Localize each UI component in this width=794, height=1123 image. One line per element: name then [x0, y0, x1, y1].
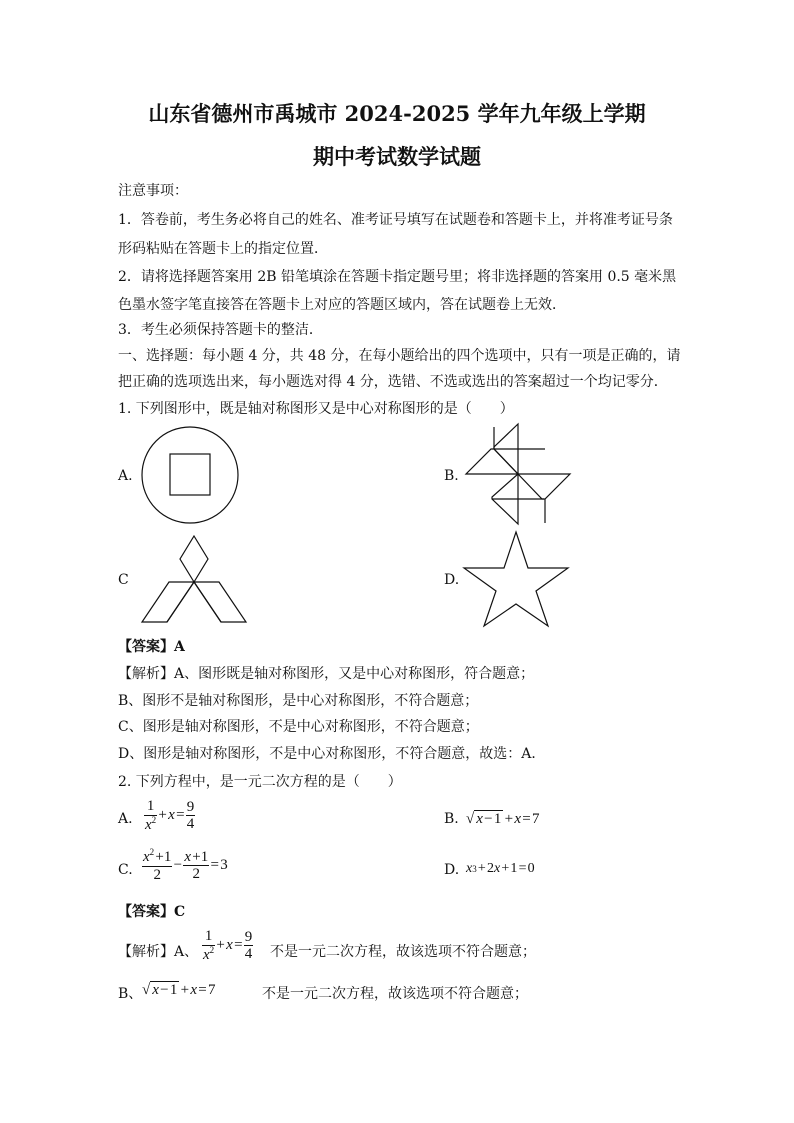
page-title-line2: 期中考试数学试题	[313, 144, 481, 169]
notice-item1-line2: 形码粘贴在答题卡上的指定位置．	[118, 241, 328, 257]
page-title-line1: 山东省德州市禹城市 2024-2025 学年九年级上学期	[148, 101, 646, 126]
q1-analysis-line1: 【解析】A、图形既是轴对称图形，又是中心对称图形，符合题意；	[118, 666, 535, 682]
q2-analysis-a-equation: $\frac{1}{x^2}$ + x = $\frac{9}{4}$	[203, 928, 253, 963]
q2-option-d-equation: x 3 + 2 x + 1 = 0	[466, 861, 535, 876]
q2-option-d-label: D.	[444, 862, 460, 878]
q1-option-b-figure	[466, 424, 570, 526]
notice-item2-line1: 2．请将选择题答案用 2B 铅笔填涂在答题卡指定题号里；将非选择题的答案用 0.5 毫米黑	[118, 269, 677, 285]
q2-option-c-equation: $\frac{x^2 +1}{2}$ − $\frac{x +1}{2}$ = 3	[143, 847, 228, 883]
q2-option-b-equation: √ x − 1 + x = 7	[466, 810, 540, 827]
q1-option-b-label: B.	[444, 468, 459, 484]
q2-analysis-a-tail: 不是一元二次方程，故该选项不符合题意；	[270, 944, 536, 960]
q1-option-a-figure	[140, 426, 240, 524]
q2-option-a-label: A.	[118, 811, 133, 827]
q1-analysis-line2: B、图形不是轴对称图形，是中心对称图形，不符合题意；	[118, 693, 479, 709]
section1-line2: 把正确的选项选出来，每小题选对得 4 分，选错、不选或选出的答案超过一个均记零分．	[118, 374, 668, 390]
q1-answer: 【答案】A	[118, 639, 185, 655]
q1-option-d-label: D.	[444, 572, 460, 588]
q1-option-d-figure	[464, 532, 568, 626]
notice-item2-line2: 色墨水签字笔直接答在答题卡上对应的答题区域内，答在试题卷上无效．	[118, 297, 566, 313]
q1-option-c-label: C	[118, 572, 129, 588]
q1-analysis-line4: D、图形是轴对称图形，不是中心对称图形，不符合题意，故选：A．	[118, 746, 546, 762]
q1-option-c-figure	[142, 534, 248, 626]
notice-item1-line1: 1．答卷前，考生务必将自己的姓名、准考证号填写在试题卷和答题卡上，并将准考证号条	[118, 212, 673, 228]
q2-analysis-prefix: 【解析】A、	[118, 944, 199, 960]
notice-item3: 3．考生必须保持答题卡的整洁．	[118, 322, 323, 338]
q2-stem: 2. 下列方程中，是一元二次方程的是（ ）	[118, 774, 402, 790]
q2-option-c-label: C.	[118, 862, 133, 878]
q1-stem: 1. 下列图形中，既是轴对称图形又是中心对称图形的是（ ）	[118, 401, 514, 417]
q2-analysis-b-tail: 不是一元二次方程，故该选项不符合题意；	[262, 986, 528, 1002]
q2-option-a-equation: $\frac{1}{x^2}$ + x = $\frac{9}{4}$	[145, 798, 195, 833]
q2-option-b-label: B.	[444, 811, 459, 827]
q1-analysis-line3: C、图形是轴对称图形，不是中心对称图形，不符合题意；	[118, 719, 479, 735]
section1-line1: 一、选择题：每小题 4 分，共 48 分，在每小题给出的四个选项中，只有一项是正确的，请	[118, 348, 681, 364]
notice-heading: 注意事项：	[118, 183, 188, 199]
q2-analysis-b-equation: √ x − 1 + x = 7	[142, 981, 216, 998]
q2-answer: 【答案】C	[118, 904, 186, 920]
q2-analysis-b-prefix: B、	[118, 986, 143, 1002]
q1-option-a-label: A.	[118, 468, 133, 484]
